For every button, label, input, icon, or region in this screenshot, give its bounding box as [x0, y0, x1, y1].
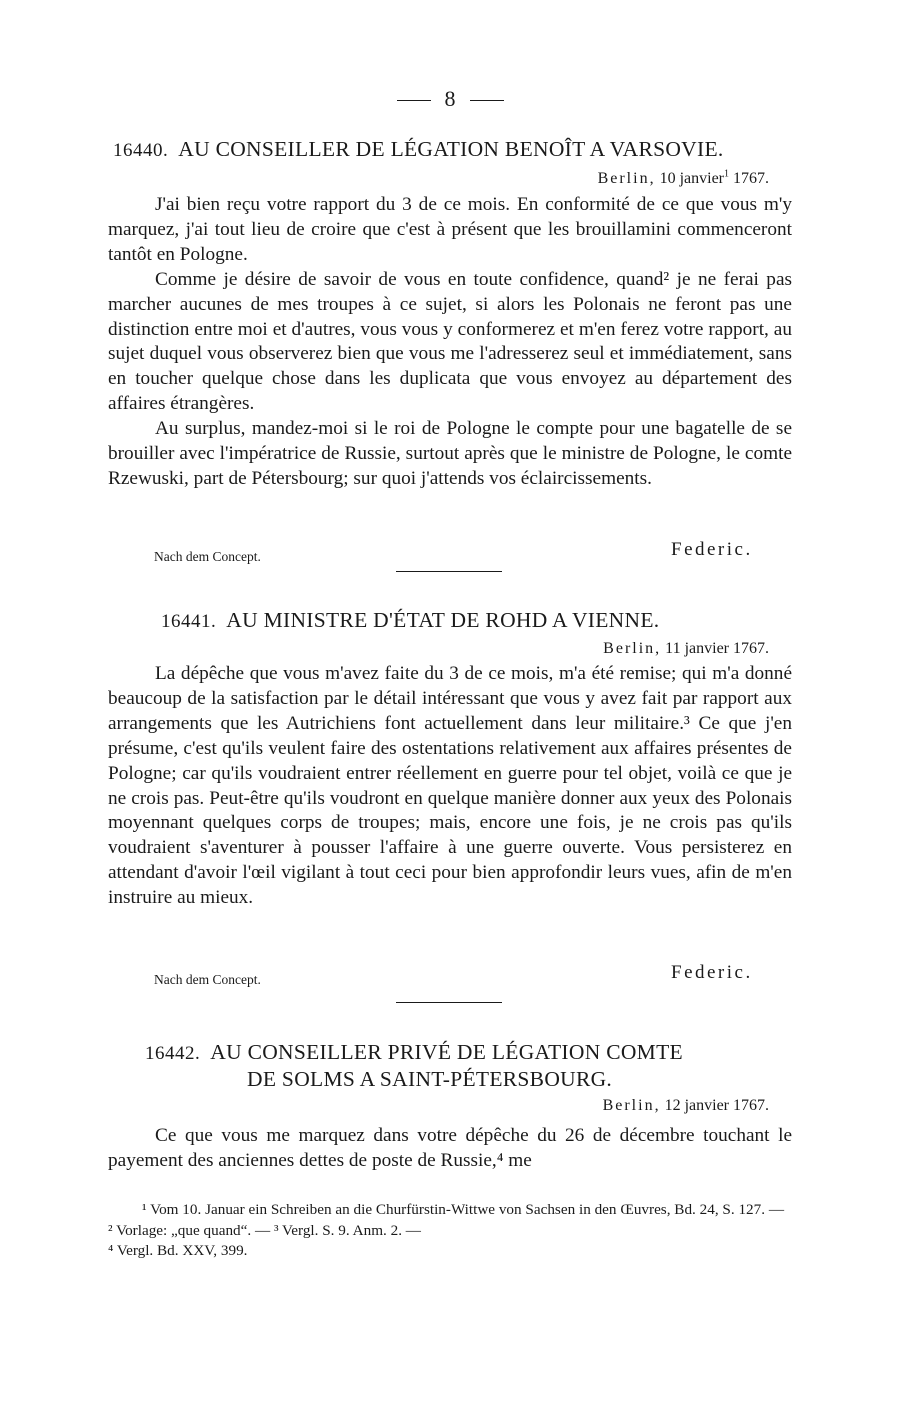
letter-title-line2: DE SOLMS A SAINT-PÉTERSBOURG.: [247, 1067, 613, 1091]
letter-number: 16441.: [161, 611, 217, 632]
letter-title: AU MINISTRE D'ÉTAT DE ROHD A VIENNE.: [226, 608, 660, 632]
section-separator: [396, 1002, 502, 1003]
dateline-date: 11 janvier 1767.: [665, 640, 769, 657]
signature: Federic.: [671, 539, 753, 560]
section-separator: [396, 571, 502, 572]
page-number-dash-left: [397, 100, 431, 101]
letter-dateline: [603, 640, 769, 658]
letter-paragraph: Ce que vous me marquez dans votre dépêche du 26 de décembre touchant le payement des anciennes dettes de poste de Russie,⁴ me: [108, 1125, 792, 1171]
dateline-place: Berlin,: [597, 170, 656, 187]
footnote-line: ¹ Vom 10. Januar ein Schreiben an die Churfürstin-Wittwe von Sachsen in den Œuvres, Bd. 24, S. 127. — ² Vorlage: „que quand“. — ³ Vergl. S. 9. Anm. 2. —: [108, 1201, 785, 1239]
footnote-line: ⁴ Vergl. Bd. XXV, 399.: [108, 1242, 248, 1259]
letter-number: 16440.: [113, 140, 169, 161]
source-note: Nach dem Concept.: [154, 549, 261, 564]
footnotes: [108, 1200, 792, 1262]
page-number-dash-right: [470, 100, 504, 101]
letter-heading: [145, 1040, 683, 1065]
letter-paragraph: J'ai bien reçu votre rapport du 3 de ce mois. En conformité de ce que vous m'y marquez, j'ai tout lieu de croire que c'est à présent que les brouillamini commenceront tantôt en Pologne.: [108, 194, 792, 265]
dateline-place: Berlin,: [603, 640, 662, 657]
letter-paragraph: Comme je désire de savoir de vous en toute confidence, quand² je ne ferai pas marcher aucunes de mes troupes à ce sujet, si alors les Polonais ne feront pas une distinction entre moi et d'autres, vous vous y conformerez et m'en ferez votre rapport, au sujet duquel vous observerez bien que vous me l'adresserez seul et immédiatement, sans en toucher quelque chose dans les duplicata que vous envoyez au département des affaires étrangères.: [108, 268, 792, 415]
letter-body: [108, 1124, 792, 1174]
letter-heading: [161, 608, 659, 633]
letter-dateline: [603, 1097, 769, 1115]
letter-paragraph: La dépêche que vous m'avez faite du 3 de ce mois, m'a été remise; qui m'a donné beaucoup de la satisfaction par le détail intéressant que vous y avez fait par rapport aux arrangements que les Autrichiens font actuellement dans leur militaire.³ Ce que j'en présume, c'est qu'ils veulent faire des ostentations relativement aux affaires présentes de Pologne; car qu'ils voudraient entrer réellement en guerre pour tel objet, voilà ce que je ne crois pas. Peut-être qu'ils voudront en quelque manière donner aux yeux des Polonais moyennant quelques corps de troupes; mais, encore une fois, je ne crois pas qu'ils voudraient s'aventurer à pousser l'affaire à une guerre ouverte. Vous persisterez en attendant d'avoir l'œil vigilant à tout ceci pour bien approfondir leurs vues, afin de m'en instruire au mieux.: [108, 663, 792, 909]
footnote-marker: 1: [724, 168, 729, 180]
dateline-date: 10 janvier: [659, 170, 724, 187]
letter-heading-continued: [247, 1067, 612, 1092]
letter-title-line1: AU CONSEILLER PRIVÉ DE LÉGATION COMTE: [210, 1040, 683, 1064]
letter-number: 16442.: [145, 1043, 201, 1064]
page-number: [0, 86, 900, 112]
letter-body: [108, 662, 792, 911]
dateline-place: Berlin,: [602, 1097, 661, 1114]
page-number-value: 8: [444, 86, 456, 111]
signature: Federic.: [671, 962, 753, 983]
letter-heading: [113, 137, 724, 162]
letter-paragraph: Au surplus, mandez-moi si le roi de Pologne le compte pour une bagatelle de se brouiller avec l'impératrice de Russie, surtout après que le ministre de Pologne, le comte Rzewuski, part de Pétersbourg; sur quoi j'attends vos éclaircissements.: [108, 418, 792, 489]
letter-title: AU CONSEILLER DE LÉGATION BENOÎT A VARSOVIE.: [178, 137, 724, 161]
source-note: Nach dem Concept.: [154, 972, 261, 987]
dateline-year: 1767.: [733, 170, 769, 187]
letter-body: [108, 193, 792, 492]
dateline-date: 12 janvier 1767.: [664, 1097, 769, 1114]
letter-dateline: [598, 170, 769, 188]
